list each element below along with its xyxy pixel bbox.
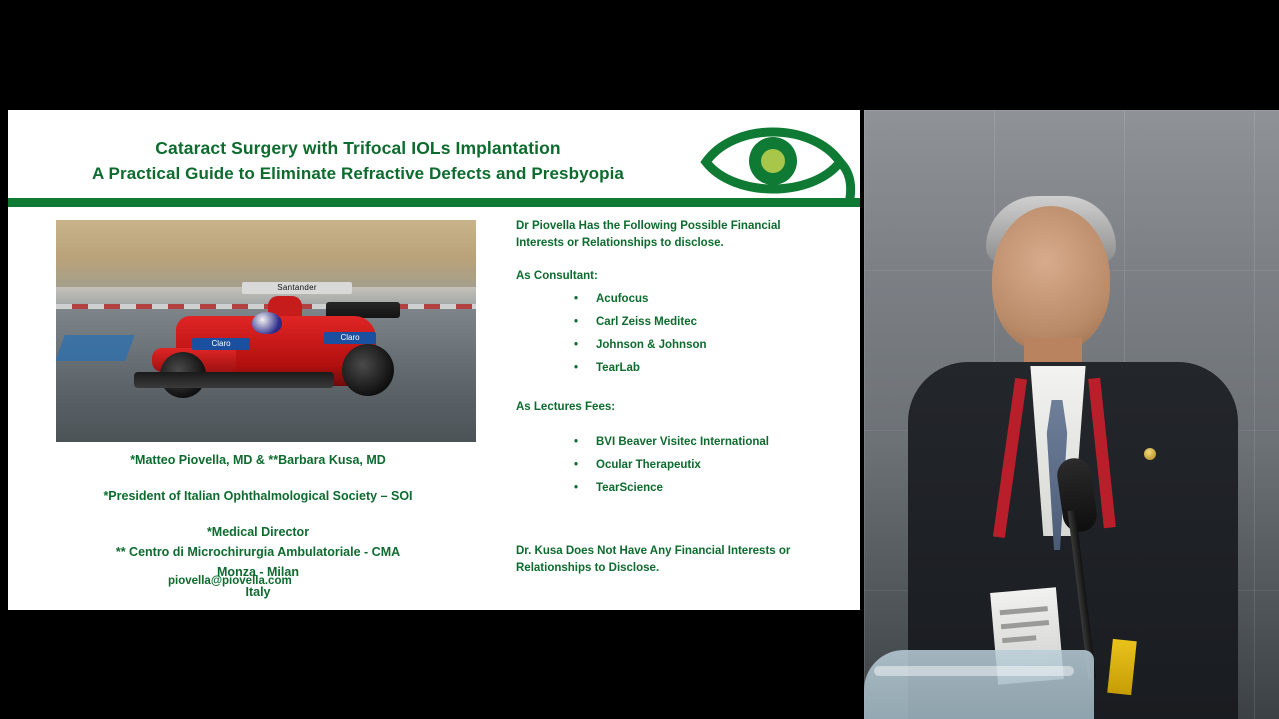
car-sponsor-decal-1: Santander bbox=[242, 282, 352, 294]
header-divider bbox=[8, 198, 860, 207]
slide-title bbox=[8, 136, 708, 186]
affiliation-medical-director: *Medical Director bbox=[206, 525, 310, 539]
contact-email[interactable]: piovella@piovella.com bbox=[168, 575, 292, 587]
presentation-slide bbox=[8, 110, 860, 610]
badge-text-line bbox=[1001, 620, 1049, 629]
authors-line: *Matteo Piovella, MD & **Barbara Kusa, MD bbox=[130, 453, 386, 467]
speaker-video-feed[interactable] bbox=[864, 110, 1279, 719]
formula-one-car-image bbox=[56, 220, 476, 442]
kusa-disclosure-line-2: Relationships to Disclose. bbox=[516, 562, 660, 574]
header-divider-highlight bbox=[8, 207, 860, 209]
list-item: • TearScience bbox=[596, 480, 860, 497]
badge-text-line bbox=[1000, 606, 1048, 615]
kusa-disclosure-line-1: Dr. Kusa Does Not Have Any Financial Interests or bbox=[516, 545, 791, 557]
lectern bbox=[864, 650, 1094, 719]
lectern-edge bbox=[874, 666, 1074, 676]
image-blue-marking bbox=[56, 335, 135, 361]
speaker-head bbox=[992, 206, 1110, 352]
disclosure-intro bbox=[516, 218, 860, 252]
slide-right-column bbox=[508, 218, 860, 593]
disclosure-intro-line-2: Interests or Relationships to disclose. bbox=[516, 237, 724, 249]
disclosure-intro-line-1: Dr Piovella Has the Following Possible Financial bbox=[516, 220, 781, 232]
lectures-list bbox=[508, 434, 860, 497]
slide-header bbox=[8, 110, 860, 192]
slide-title-line-2: A Practical Guide to Eliminate Refractive Defects and Presbyopia bbox=[91, 164, 624, 183]
consultant-heading: As Consultant: bbox=[516, 270, 598, 282]
affiliation-country: Italy bbox=[245, 585, 271, 599]
slide-left-column bbox=[8, 210, 508, 610]
car-rear-tyre bbox=[342, 344, 394, 396]
affiliation-president: *President of Italian Ophthalmological Society – SOI bbox=[103, 489, 413, 503]
list-item: • Acufocus bbox=[596, 291, 860, 308]
affiliation-center: ** Centro di Microchirurgia Ambulatoriale - CMA bbox=[115, 545, 401, 559]
car-sponsor-decal-3: Claro bbox=[324, 332, 376, 344]
eye-logo bbox=[700, 114, 860, 200]
affiliation-city: Monza - Milan bbox=[217, 565, 299, 579]
car-sponsor-decal-2: Claro bbox=[192, 338, 250, 350]
list-item: • Ocular Therapeutix bbox=[596, 457, 860, 474]
lectures-heading: As Lectures Fees: bbox=[516, 401, 616, 413]
list-item: • Carl Zeiss Meditec bbox=[596, 314, 860, 331]
driver-helmet bbox=[252, 312, 282, 334]
badge-text-line bbox=[1002, 635, 1036, 643]
list-item: • Johnson & Johnson bbox=[596, 337, 860, 354]
consultant-list bbox=[508, 291, 860, 377]
lapel-pin-icon bbox=[1144, 448, 1156, 460]
list-item: • TearLab bbox=[596, 360, 860, 377]
kusa-disclosure bbox=[516, 543, 860, 577]
slide-title-line-1: Cataract Surgery with Trifocal IOLs Implantation bbox=[155, 138, 561, 158]
spacer bbox=[8, 470, 508, 486]
car-front-wing bbox=[134, 372, 334, 388]
list-item: • BVI Beaver Visitec International bbox=[596, 434, 860, 451]
